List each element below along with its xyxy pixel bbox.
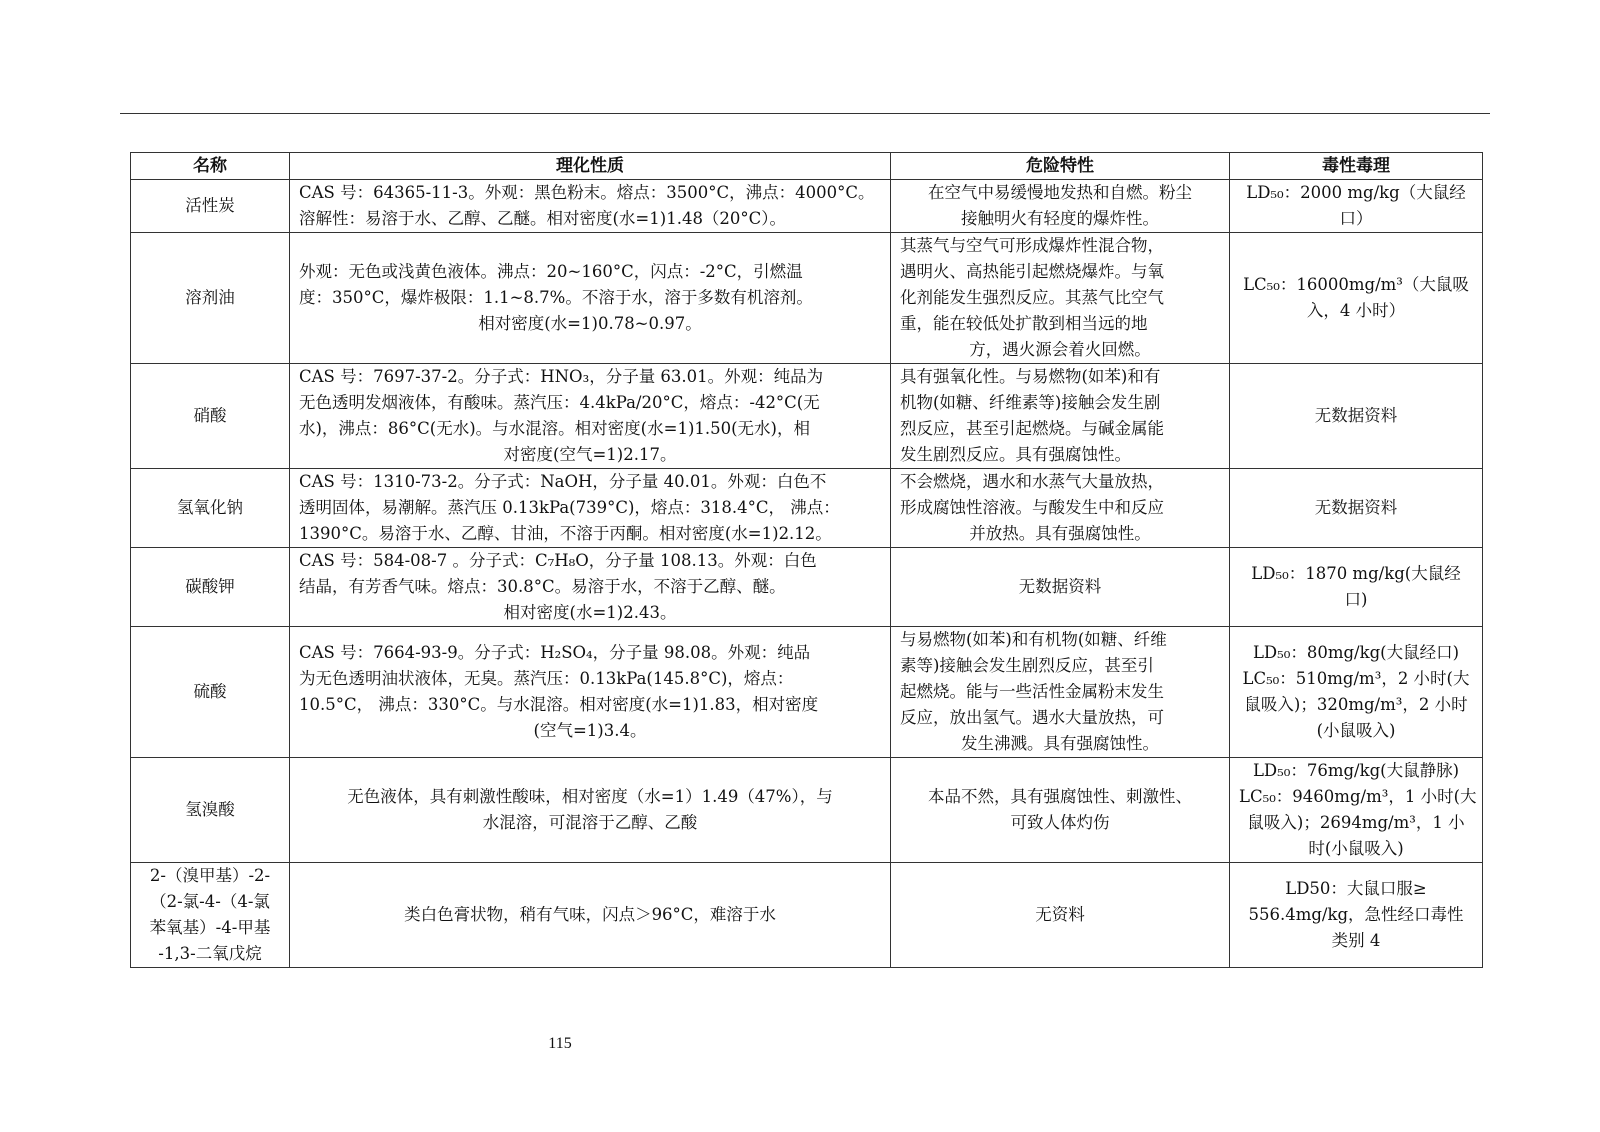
cell-line: 鼠吸入)；320mg/m³，2 小时: [1244, 695, 1468, 714]
cell-line: 1390°C。易溶于水、乙醇、甘油，不溶于丙酮。相对密度(水=1)2.12。: [299, 524, 832, 543]
cell-line: 无色透明发烟液体，有酸味。蒸汽压：4.4kPa/20°C，熔点：-42°C(无: [299, 393, 820, 412]
cell-line: 口）: [1339, 209, 1373, 228]
header-toxicity: 毒性毒理: [1230, 153, 1483, 180]
cell-line: 10.5°C， 沸点：330°C。与水混溶。相对密度(水=1)1.83，相对密度: [299, 695, 819, 714]
cell-properties: [290, 364, 891, 469]
page-number: 115: [548, 1035, 572, 1052]
cell-line: LD₅₀：80mg/kg(大鼠经口): [1252, 643, 1460, 662]
cell-line: LC₅₀：16000mg/m³（大鼠吸: [1243, 275, 1469, 294]
cell-line: 可致人体灼伤: [1010, 813, 1110, 832]
cell-toxicity: [1230, 548, 1483, 627]
cell-name: [131, 548, 290, 627]
cell-line: 无数据资料: [1314, 498, 1398, 517]
cell-name: [131, 627, 290, 758]
cell-line: 方，遇火源会着火回燃。: [969, 340, 1151, 359]
table-row: [131, 758, 1483, 863]
cell-line: 氢溴酸: [185, 800, 235, 819]
chemical-properties-table: [130, 152, 1483, 968]
table-row: [131, 180, 1483, 233]
cell-line: CAS 号：1310-73-2。分子式：NaOH，分子量 40.01。外观：白色不: [299, 472, 827, 491]
cell-toxicity: [1230, 627, 1483, 758]
cell-name: [131, 364, 290, 469]
cell-line: 水)，沸点：86°C(无水)。与水混溶。相对密度(水=1)1.50(无水)，相: [299, 419, 810, 438]
cell-line: 并放热。具有强腐蚀性。: [969, 524, 1151, 543]
table-row: [131, 364, 1483, 469]
cell-hazard: [891, 863, 1230, 968]
cell-toxicity: [1230, 863, 1483, 968]
cell-line: 度：350°C，爆炸极限：1.1~8.7%。不溶于水，溶于多数有机溶剂。: [299, 288, 813, 307]
cell-line: 化剂能发生强烈反应。其蒸气比空气: [900, 288, 1164, 307]
cell-line: CAS 号：584-08-7 。分子式：C₇H₈O，分子量 108.13。外观：白色: [299, 551, 817, 570]
cell-line: 其蒸气与空气可形成爆炸性混合物，: [900, 236, 1164, 255]
cell-properties: [290, 233, 891, 364]
cell-line: 溶解性：易溶于水、乙醇、乙醚。相对密度(水=1)1.48（20°C）。: [299, 209, 787, 228]
cell-line: LC₅₀：9460mg/m³，1 小时(大: [1239, 787, 1477, 806]
cell-line: 类白色膏状物，稍有气味，闪点＞96°C，难溶于水: [404, 905, 776, 924]
cell-line: 碳酸钾: [185, 577, 235, 596]
cell-line: 对密度(空气=1)2.17。: [503, 445, 677, 464]
header-properties: 理化性质: [290, 153, 891, 180]
cell-line: 与易燃物(如苯)和有机物(如糖、纤维: [900, 630, 1167, 649]
cell-properties: [290, 180, 891, 233]
cell-line: CAS 号：64365-11-3。外观：黑色粉末。熔点：3500°C，沸点：4000°C。: [299, 183, 875, 202]
header-rule: [120, 113, 1490, 114]
cell-line: 发生剧烈反应。具有强腐蚀性。: [900, 445, 1131, 464]
cell-line: 口): [1344, 590, 1368, 609]
table-row: [131, 627, 1483, 758]
table-header-row: [131, 153, 1483, 180]
header-name: 名称: [131, 153, 290, 180]
cell-line: 2-（溴甲基）-2-: [149, 866, 271, 885]
cell-line: CAS 号：7697-37-2。分子式：HNO₃，分子量 63.01。外观：纯品为: [299, 367, 824, 386]
cell-hazard: [891, 758, 1230, 863]
cell-line: 素等)接触会发生剧烈反应，甚至引: [900, 656, 1154, 675]
cell-line: 重，能在较低处扩散到相当远的地: [900, 314, 1148, 333]
cell-toxicity: [1230, 180, 1483, 233]
cell-line: LD₅₀：2000 mg/kg（大鼠经: [1246, 183, 1466, 202]
cell-line: 相对密度(水=1)0.78~0.97。: [478, 314, 702, 333]
cell-name: [131, 758, 290, 863]
cell-line: 时(小鼠吸入): [1308, 839, 1404, 858]
cell-line: 活性炭: [185, 196, 235, 215]
cell-line: 无色液体，具有刺激性酸味，相对密度（水=1）1.49（47%），与: [347, 787, 833, 806]
cell-properties: [290, 627, 891, 758]
cell-hazard: [891, 627, 1230, 758]
cell-hazard: [891, 180, 1230, 233]
cell-line: 水混溶，可混溶于乙醇、乙酸: [482, 813, 698, 832]
cell-line: 外观：无色或浅黄色液体。沸点：20~160°C，闪点：-2°C，引燃温: [299, 262, 803, 281]
cell-properties: [290, 469, 891, 548]
cell-properties: [290, 548, 891, 627]
cell-line: 相对密度(水=1)2.43。: [503, 603, 677, 622]
cell-line: 硫酸: [193, 682, 227, 701]
cell-line: 鼠吸入)；2694mg/m³，1 小: [1247, 813, 1465, 832]
cell-line: 本品不然，具有强腐蚀性、刺激性、: [928, 787, 1192, 806]
cell-line: 起燃烧。能与一些活性金属粉末发生: [900, 682, 1164, 701]
table-row: [131, 548, 1483, 627]
cell-line: (空气=1)3.4。: [533, 721, 647, 740]
cell-line: 烈反应，甚至引起燃烧。与碱金属能: [900, 419, 1164, 438]
cell-line: 在空气中易缓慢地发热和自燃。粉尘: [928, 183, 1192, 202]
cell-line: LD₅₀：76mg/kg(大鼠静脉): [1252, 761, 1460, 780]
cell-line: 溶剂油: [185, 288, 235, 307]
header-hazard: 危险特性: [891, 153, 1230, 180]
cell-line: 发生沸溅。具有强腐蚀性。: [961, 734, 1159, 753]
cell-line: 556.4mg/kg，急性经口毒性: [1248, 905, 1464, 924]
cell-properties: [290, 758, 891, 863]
cell-toxicity: [1230, 364, 1483, 469]
cell-line: 类别 4: [1331, 931, 1381, 950]
cell-line: LD50：大鼠口服≥: [1285, 879, 1427, 898]
cell-line: 氢氧化钠: [177, 498, 243, 517]
cell-line: 遇明火、高热能引起燃烧爆炸。与氧: [900, 262, 1164, 281]
cell-line: LC₅₀：510mg/m³，2 小时(大: [1242, 669, 1470, 688]
cell-line: 入，4 小时）: [1306, 301, 1406, 320]
cell-line: 透明固体，易潮解。蒸汽压 0.13kPa(739°C)，熔点：318.4°C， 沸点：: [299, 498, 840, 517]
cell-line: 硝酸: [193, 406, 227, 425]
cell-hazard: [891, 548, 1230, 627]
cell-line: -1,3-二氧戊烷: [158, 944, 262, 963]
table-row: [131, 233, 1483, 364]
cell-toxicity: [1230, 233, 1483, 364]
cell-line: （2-氯-4-（4-氯: [150, 892, 270, 911]
cell-line: 不会燃烧，遇水和水蒸气大量放热，: [900, 472, 1164, 491]
cell-name: [131, 233, 290, 364]
cell-line: 具有强氧化性。与易燃物(如苯)和有: [900, 367, 1161, 386]
cell-line: 苯氧基）-4-甲基: [149, 918, 271, 937]
cell-toxicity: [1230, 469, 1483, 548]
cell-properties: [290, 863, 891, 968]
cell-line: (小鼠吸入): [1316, 721, 1396, 740]
table-row: [131, 863, 1483, 968]
cell-line: 无数据资料: [1018, 577, 1102, 596]
cell-line: 形成腐蚀性溶液。与酸发生中和反应: [900, 498, 1164, 517]
cell-hazard: [891, 233, 1230, 364]
cell-line: 无数据资料: [1314, 406, 1398, 425]
cell-hazard: [891, 469, 1230, 548]
cell-toxicity: [1230, 758, 1483, 863]
cell-line: CAS 号：7664-93-9。分子式：H₂SO₄，分子量 98.08。外观：纯品: [299, 643, 811, 662]
cell-line: 接触明火有轻度的爆炸性。: [961, 209, 1159, 228]
cell-line: 无资料: [1035, 905, 1085, 924]
cell-name: [131, 863, 290, 968]
cell-line: 机物(如糖、纤维素等)接触会发生剧: [900, 393, 1161, 412]
cell-name: [131, 180, 290, 233]
cell-line: 反应，放出氢气。遇水大量放热，可: [900, 708, 1164, 727]
table-row: [131, 469, 1483, 548]
cell-hazard: [891, 364, 1230, 469]
cell-line: LD₅₀：1870 mg/kg(大鼠经: [1251, 564, 1461, 583]
cell-line: 为无色透明油状液体，无臭。蒸汽压：0.13kPa(145.8°C)，熔点：: [299, 669, 794, 688]
cell-name: [131, 469, 290, 548]
cell-line: 结晶，有芳香气味。熔点：30.8°C。易溶于水，不溶于乙醇、醚。: [299, 577, 786, 596]
